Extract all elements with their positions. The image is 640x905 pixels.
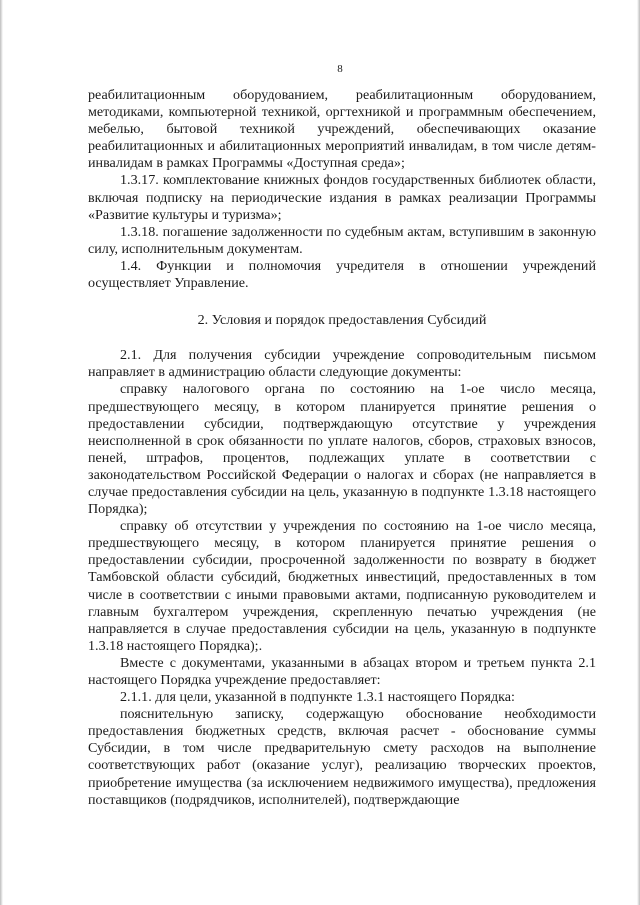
page-number: 8 — [337, 63, 343, 75]
paragraph-explanatory-note: пояснительную записку, содержащую обоснование необходимости предоставления бюджетных средств, включая расчет - обоснование суммы Субсидии, в том числе предварительную смету расходов на выполнение соответствующих работ (оказание услуг), реализацию творческих проектов, приобретение имущества (за исключением недвижимого имущества), предложения поставщиков (подрядчиков, исполнителей), подтверждающие — [88, 706, 596, 808]
paragraph-together-with: Вместе с документами, указанными в абзацах втором и третьем пункта 2.1 настоящего Порядка учреждение предоставляет: — [88, 654, 596, 688]
paragraph-1-4: 1.4. Функции и полномочия учредителя в отношении учреждений осуществляет Управление. — [88, 257, 596, 292]
document-body — [88, 87, 596, 809]
paragraph-continuation: реабилитационным оборудованием, реабилитационным оборудованием, методиками, компьютерной техникой, оргтехникой и программным обеспечением, мебелью, бытовой техникой учреждений, обеспечивающих оказание реабилитационных и абилитационных мероприятий инвалидам, в том числе детям-инвалидам в рамках Программы «Доступная среда»; — [88, 87, 596, 172]
section-heading: 2. Условия и порядок предоставления Субсидий — [197, 312, 487, 329]
paragraph-debt-certificate: справку об отсутствии у учреждения по состоянию на 1-ое число месяца, предшествующего месяцу, в котором планируется принятие решения о предоставлении субсидии, просроченной задолженности по возврату в бюджет Тамбовской области субсидий, бюджетных инвестиций, предоставленных в том числе в соответствии с иными правовыми актами, подписанную руководителем и главным бухгалтером учреждения, скрепленную печатью учреждения (не направляется в случае предоставления субсидии на цель, указанную в подпункте 1.3.18 настоящего Порядка);. — [88, 518, 596, 654]
paragraph-1-3-18: 1.3.18. погашение задолженности по судебным актам, вступившим в законную силу, исполнительным документам. — [88, 223, 596, 257]
page-left-edge — [0, 0, 3, 905]
paragraph-2-1-1: 2.1.1. для цели, указанной в подпункте 1.3.1 настоящего Порядка: — [120, 689, 515, 706]
paragraph-1-3-17: 1.3.17. комплектование книжных фондов государственных библиотек области, включая подписку на периодические издания в рамках реализации Программы «Развитие культуры и туризма»; — [88, 172, 596, 223]
paragraph-2-1: 2.1. Для получения субсидии учреждение сопроводительным письмом направляет в администрацию области следующие документы: — [88, 347, 596, 381]
paragraph-tax-certificate: справку налогового органа по состоянию на 1-ое число месяца, предшествующего месяцу, в котором планируется принятие решения о предоставлении субсидии, подтверждающую отсутствие у учреждения неисполненной в срок обязанности по уплате налогов, сборов, страховых взносов, пеней, штрафов, процентов, подлежащих уплате в соответствии с законодательством Российской Федерации о налогах и сборах (не направляется в случае предоставления субсидии на цель, указанную в подпункте 1.3.18 настоящего Порядка); — [88, 381, 596, 518]
